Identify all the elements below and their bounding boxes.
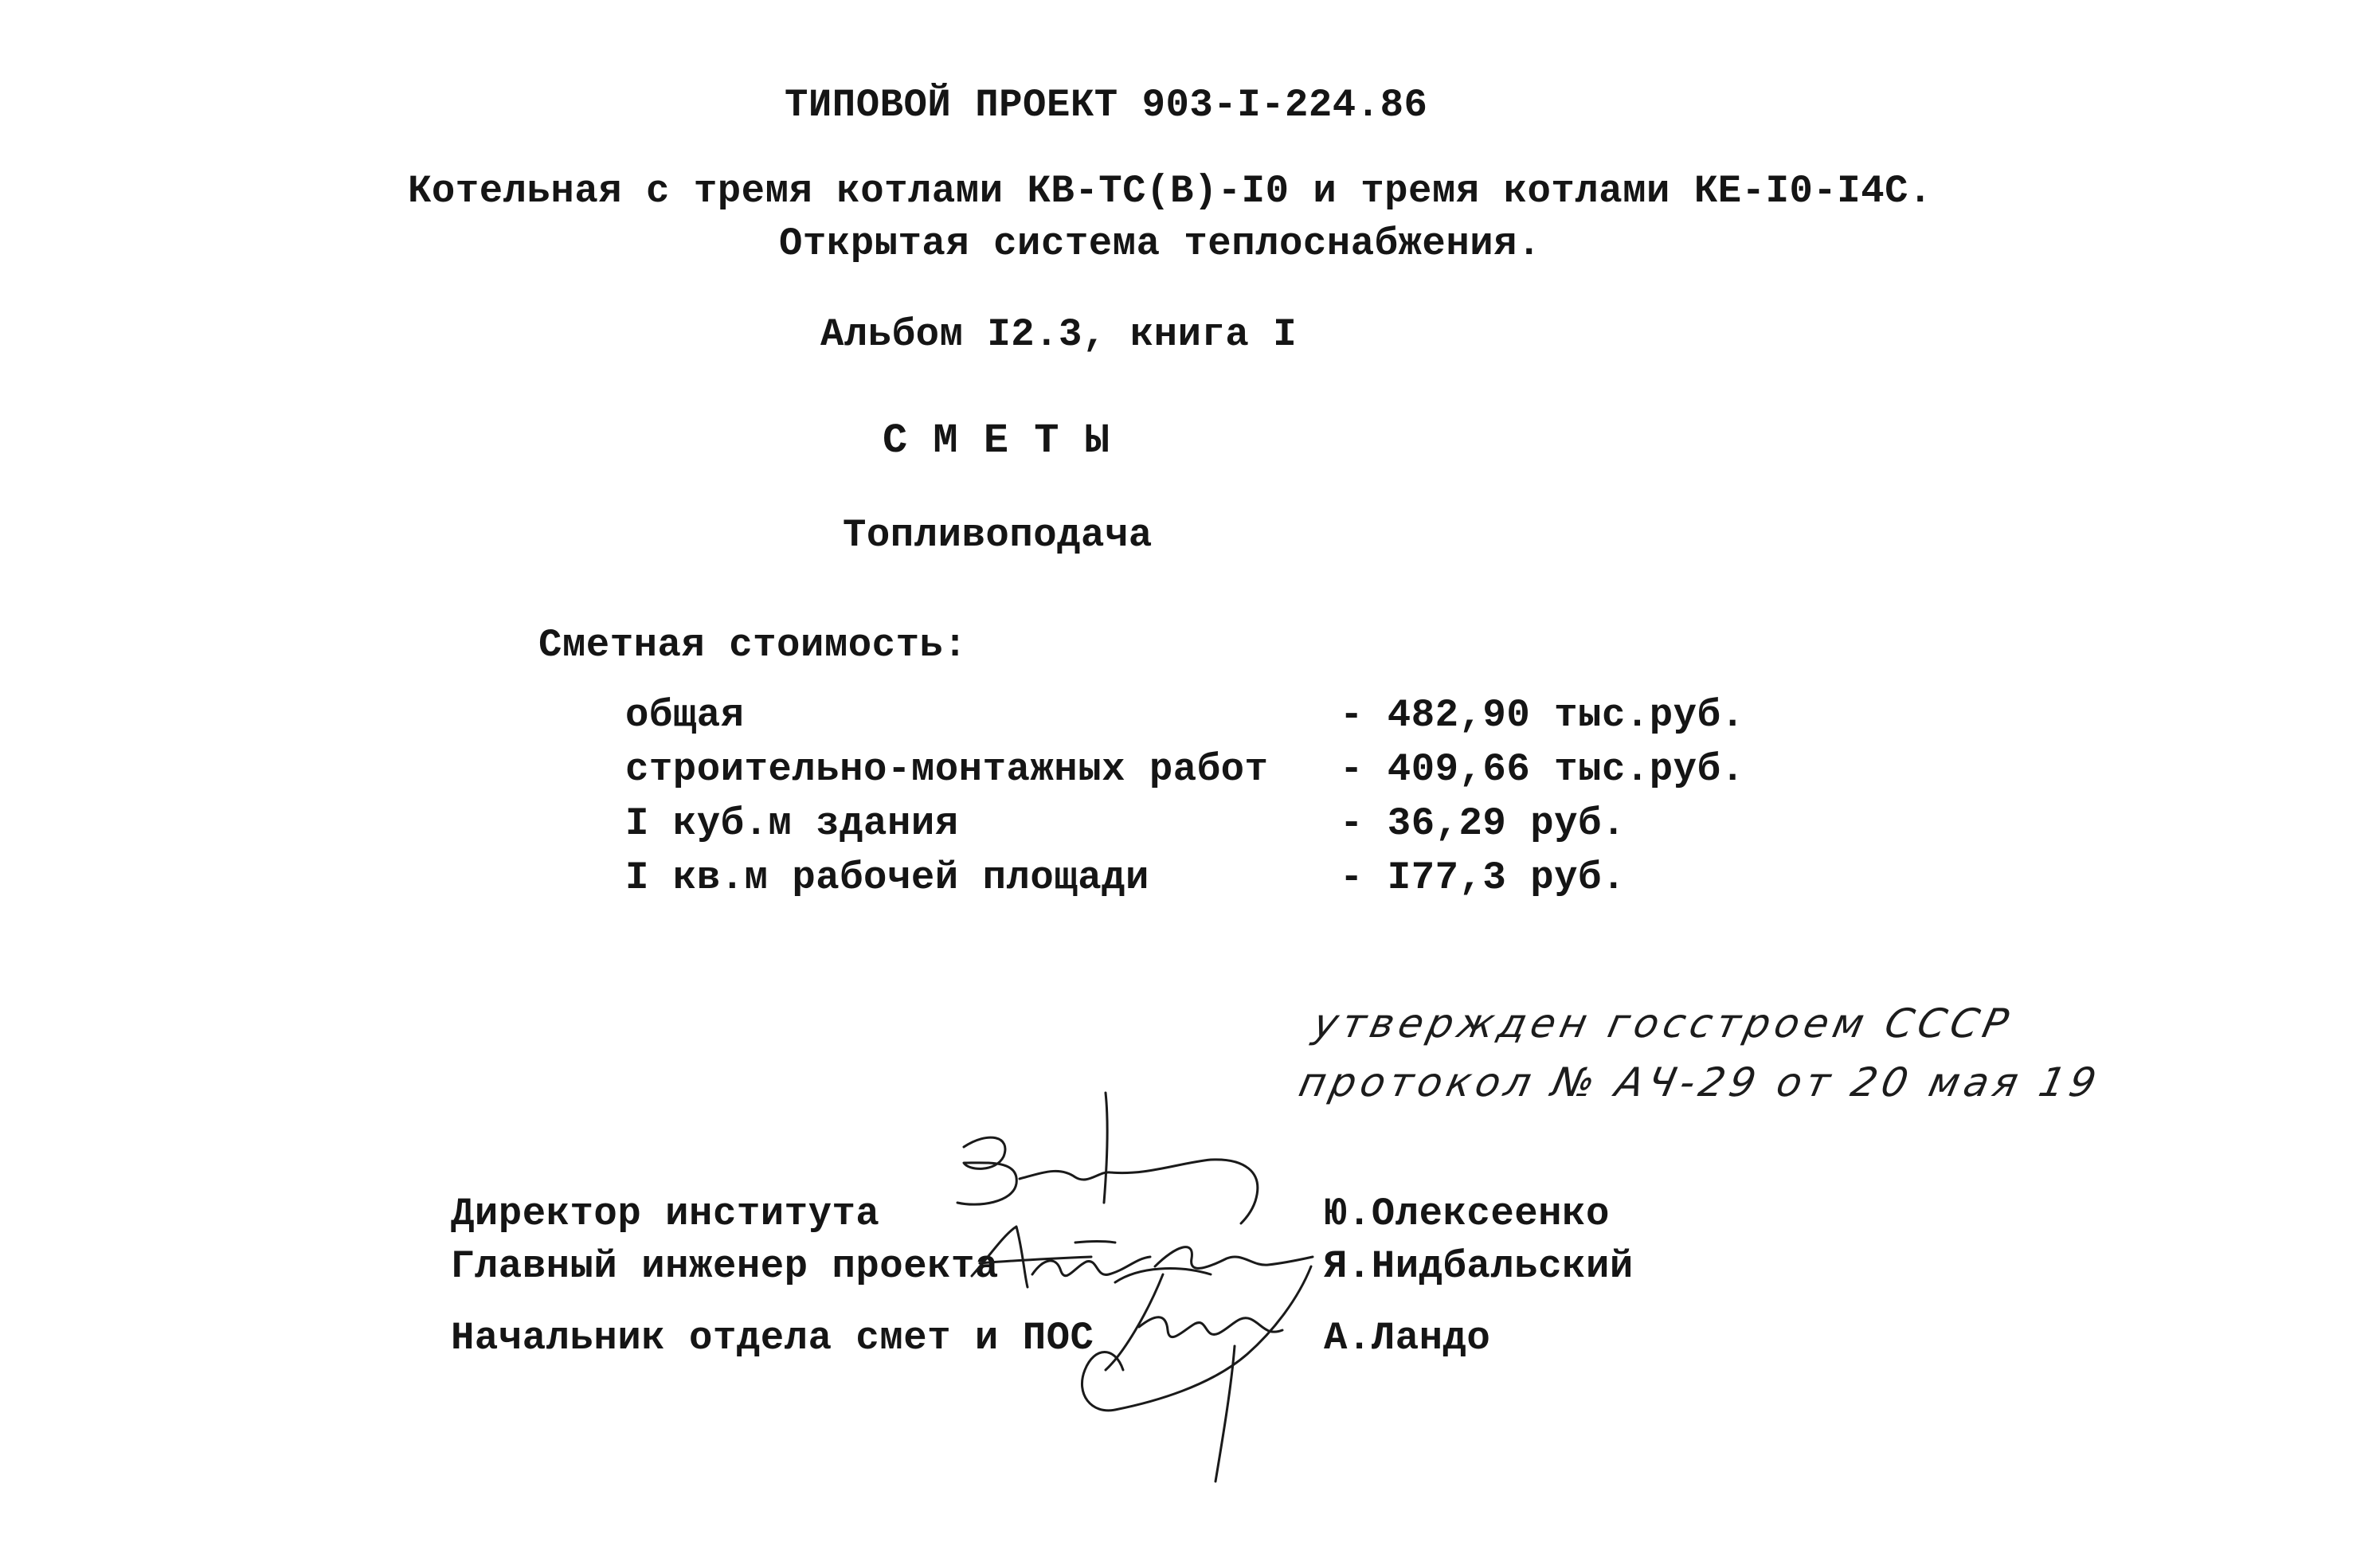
- description-line-2: Открытая система теплоснабжения.: [779, 221, 1541, 266]
- project-title: ТИПОВОЙ ПРОЕКТ 903-I-224.86: [785, 83, 1428, 127]
- album-info: Альбом I2.3, книга I: [820, 312, 1298, 357]
- signatory-position: Директор института: [451, 1192, 880, 1236]
- estimate-row-value: - 482,90 тыс.руб.: [1340, 693, 1745, 738]
- estimate-row-label: I куб.м здания: [625, 801, 959, 846]
- estimate-row-label: I кв.м рабочей площади: [625, 855, 1149, 900]
- approval-note-line-2: протокол № АЧ-29 от 20 мая 19: [1294, 1059, 2105, 1106]
- estimate-row-label: строительно-монтажных работ: [625, 747, 1269, 792]
- estimate-row-value: - 36,29 руб.: [1340, 801, 1626, 846]
- signatory-position: Начальник отдела смет и ПОС: [451, 1316, 1094, 1360]
- signature-head-of-department: [996, 1250, 1362, 1497]
- approval-note-line-1: утвержден госстроем СССР: [1309, 1000, 2018, 1047]
- signatory-name: А.Ландо: [1324, 1316, 1491, 1360]
- document-type-heading: С М Е Т Ы: [883, 417, 1110, 464]
- signatory-name: Ю.Олексеенко: [1324, 1192, 1610, 1236]
- signatory-position: Главный инженер проекта: [451, 1244, 999, 1289]
- description-line-1: Котельная с тремя котлами КВ-ТС(В)-I0 и тремя котлами КЕ-I0-I4С.: [408, 169, 1932, 213]
- section-title: Топливоподача: [843, 513, 1153, 558]
- estimate-row-label: общая: [625, 693, 745, 738]
- estimate-row-value: - I77,3 руб.: [1340, 855, 1626, 900]
- estimate-row-value: - 409,66 тыс.руб.: [1340, 747, 1745, 792]
- estimate-heading: Сметная стоимость:: [538, 623, 968, 667]
- signatory-name: Я.Нидбальский: [1324, 1244, 1634, 1289]
